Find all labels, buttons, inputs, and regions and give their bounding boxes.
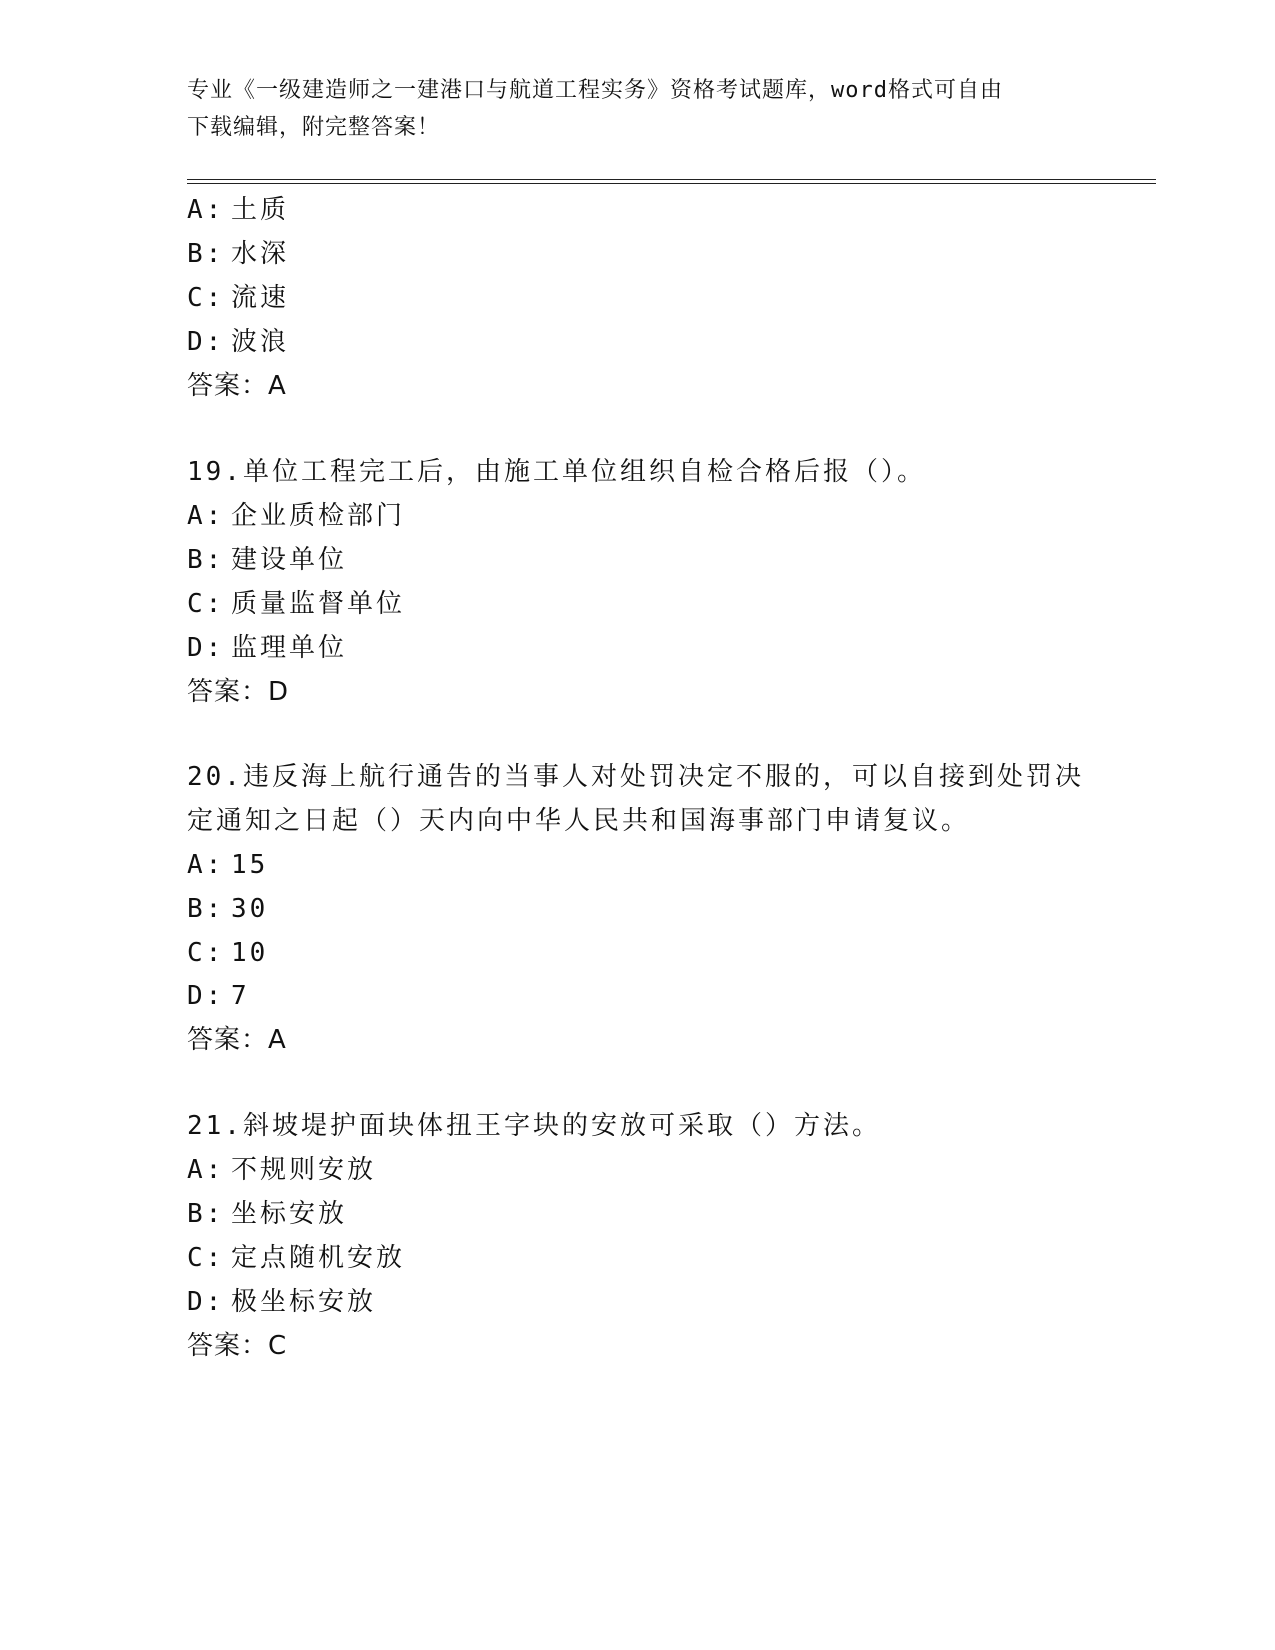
header-divider [187, 179, 1156, 184]
document-header [187, 72, 1087, 146]
q20-stem-line-2: 定通知之日起（）天内向中华人民共和国海事部门申请复议。 [187, 806, 971, 836]
q19-option-a: A: 企业质检部门 [187, 501, 406, 531]
q21-option-b: B: 坐标安放 [187, 1199, 348, 1229]
q18-option-b: B: 水深 [187, 239, 290, 269]
q20-option-c: C: 10 [187, 938, 269, 968]
q19-option-c: C: 质量监督单位 [187, 589, 406, 619]
q20-option-a: A: 15 [187, 850, 269, 880]
q21-option-a: A: 不规则安放 [187, 1155, 377, 1185]
header-line-1: 专业《一级建造师之一建港口与航道工程实务》资格考试题库，word格式可自由 [187, 78, 1003, 103]
q20-option-d: D: 7 [187, 981, 250, 1011]
q21-stem: 21.斜坡堤护面块体扭王字块的安放可采取（）方法。 [187, 1111, 881, 1141]
q20-option-b: B: 30 [187, 894, 269, 924]
q19-answer: 答案：D [187, 677, 290, 707]
q19-option-b: B: 建设单位 [187, 545, 348, 575]
q21-option-d: D: 极坐标安放 [187, 1287, 377, 1317]
q18-answer: 答案：A [187, 371, 287, 401]
q21-answer: 答案：C [187, 1331, 288, 1361]
header-line-2: 下载编辑，附完整答案！ [187, 115, 441, 140]
q19-option-d: D: 监理单位 [187, 633, 348, 663]
q19-stem: 19.单位工程完工后，由施工单位组织自检合格后报（）。 [187, 457, 926, 487]
q21-option-c: C: 定点随机安放 [187, 1243, 406, 1273]
q20-answer: 答案：A [187, 1025, 287, 1055]
q18-option-d: D: 波浪 [187, 327, 290, 357]
q18-option-a: A: 土质 [187, 195, 290, 225]
q18-option-c: C: 流速 [187, 283, 290, 313]
q20-stem-line-1: 20.违反海上航行通告的当事人对处罚决定不服的，可以自接到处罚决 [187, 762, 1084, 792]
